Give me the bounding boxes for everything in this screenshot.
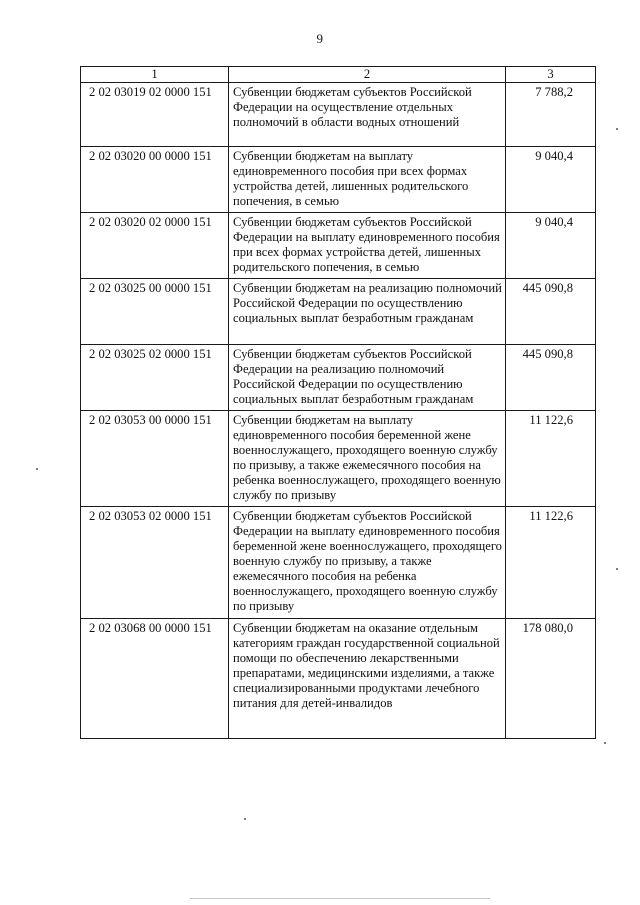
row-description: Субвенции бюджетам субъектов Российской Федерации на реализацию полномочий Российской Федерации по осуществлению социальных выплат безработным гражданам <box>229 345 506 411</box>
row-code: 2 02 03053 00 0000 151 <box>81 411 229 507</box>
row-amount: 9 040,4 <box>506 213 596 279</box>
row-amount: 445 090,8 <box>506 345 596 411</box>
column-header-amount: 3 <box>506 67 596 83</box>
column-header-description: 2 <box>229 67 506 83</box>
row-description: Субвенции бюджетам субъектов Российской Федерации на осуществление отдельных полномочий в области водных отношений <box>229 83 506 147</box>
row-code: 2 02 03068 00 0000 151 <box>81 619 229 739</box>
page-number: 9 <box>316 31 324 46</box>
row-amount: 9 040,4 <box>506 147 596 213</box>
scan-speck <box>244 818 246 820</box>
row-amount: 11 122,6 <box>506 507 596 619</box>
row-amount: 445 090,8 <box>506 279 596 345</box>
row-amount: 178 080,0 <box>506 619 596 739</box>
row-description: Субвенции бюджетам субъектов Российской Федерации на выплату единовременного пособия при всех формах устройства детей, лишенных родительского попечения, в семью <box>229 213 506 279</box>
table-row <box>81 507 596 619</box>
row-code: 2 02 03025 00 0000 151 <box>81 279 229 345</box>
scan-speck <box>36 468 38 470</box>
table-row <box>81 345 596 411</box>
row-code: 2 02 03019 02 0000 151 <box>81 83 229 147</box>
table-row <box>81 213 596 279</box>
row-code: 2 02 03020 00 0000 151 <box>81 147 229 213</box>
table-row <box>81 83 596 147</box>
table-header-row <box>81 67 596 83</box>
table-row <box>81 279 596 345</box>
row-description: Субвенции бюджетам субъектов Российской Федерации на выплату единовременного пособия беременной жене военнослужащего, проходящего военную службу по призыву, а также ежемесячного пособия на ребенка военнослужащего, проходящего военную службу по призыву <box>229 507 506 619</box>
scan-speck <box>616 128 618 130</box>
table-row <box>81 619 596 739</box>
row-description: Субвенции бюджетам на выплату единовременного пособия при всех формах устройства детей, лишенных родительского попечения, в семью <box>229 147 506 213</box>
row-description: Субвенции бюджетам на выплату единовременного пособия беременной жене военнослужащего, проходящего военную службу по призыву, а также ежемесячного пособия на ребенка военнослужащего, проходящего военную службу по призыву <box>229 411 506 507</box>
scan-edge-line <box>190 898 490 899</box>
table-row <box>81 411 596 507</box>
row-description: Субвенции бюджетам на реализацию полномочий Российской Федерации по осуществлению социальных выплат безработным гражданам <box>229 279 506 345</box>
row-amount: 7 788,2 <box>506 83 596 147</box>
row-description: Субвенции бюджетам на оказание отдельным категориям граждан государственной социальной помощи по обеспечению лекарственными препаратами, медицинскими изделиями, а также специализированными продуктами лечебного питания для детей-инвалидов <box>229 619 506 739</box>
scan-speck <box>616 568 618 570</box>
column-header-code: 1 <box>81 67 229 83</box>
row-code: 2 02 03020 02 0000 151 <box>81 213 229 279</box>
row-amount: 11 122,6 <box>506 411 596 507</box>
row-code: 2 02 03025 02 0000 151 <box>81 345 229 411</box>
budget-table <box>80 66 596 739</box>
row-code: 2 02 03053 02 0000 151 <box>81 507 229 619</box>
scan-speck <box>604 742 606 744</box>
table-row <box>81 147 596 213</box>
